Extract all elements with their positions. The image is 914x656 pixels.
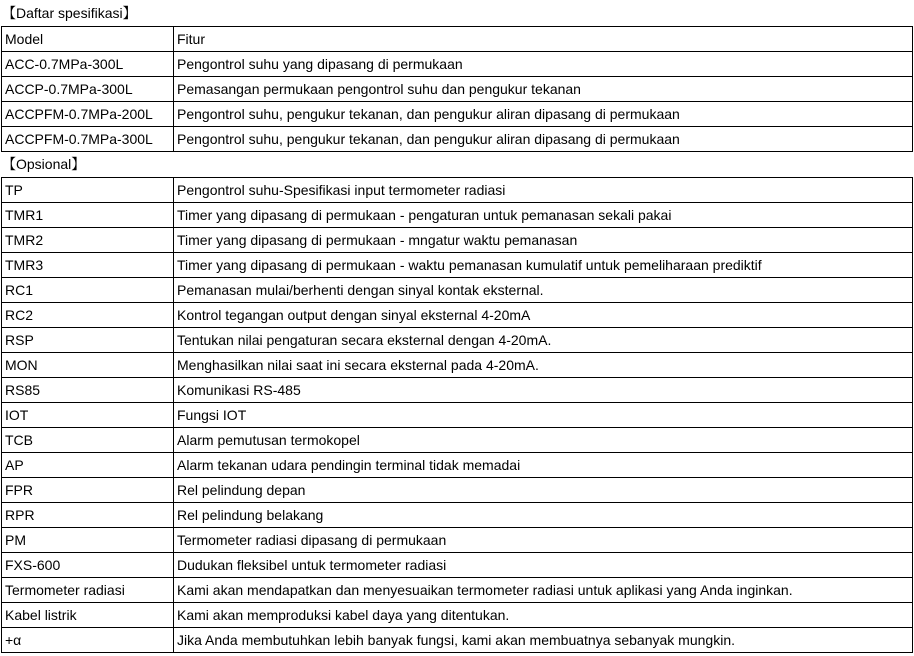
table-row: [2, 528, 913, 553]
option-code-cell: RC1: [2, 278, 174, 303]
feature-cell: Pemasangan permukaan pengontrol suhu dan pengukur tekanan: [174, 77, 913, 102]
header-feature: Fitur: [174, 27, 913, 52]
option-code-cell: IOT: [2, 403, 174, 428]
table-row: [2, 228, 913, 253]
feature-cell: Pengontrol suhu, pengukur tekanan, dan pengukur aliran dipasang di permukaan: [174, 102, 913, 127]
model-cell: ACCPFM-0.7MPa-200L: [2, 102, 174, 127]
table-row: [2, 403, 913, 428]
table-row: [2, 52, 913, 77]
table-row: [2, 628, 913, 653]
options-table: [1, 177, 913, 653]
option-code-cell: RS85: [2, 378, 174, 403]
feature-cell: Pengontrol suhu, pengukur tekanan, dan pengukur aliran dipasang di permukaan: [174, 127, 913, 152]
table-row: [2, 578, 913, 603]
table-row: [2, 77, 913, 102]
table-row: [2, 127, 913, 152]
table-row: [2, 203, 913, 228]
option-desc-cell: Rel pelindung belakang: [174, 503, 913, 528]
option-code-cell: Termometer radiasi: [2, 578, 174, 603]
option-code-cell: TMR1: [2, 203, 174, 228]
option-desc-cell: Jika Anda membutuhkan lebih banyak fungsi, kami akan membuatnya sebanyak mungkin.: [174, 628, 913, 653]
table-row: [2, 303, 913, 328]
option-code-cell: FXS-600: [2, 553, 174, 578]
option-desc-cell: Kontrol tegangan output dengan sinyal eksternal 4-20mA: [174, 303, 913, 328]
option-code-cell: Kabel listrik: [2, 603, 174, 628]
options-title: 【Opsional】: [2, 156, 86, 172]
option-code-cell: PM: [2, 528, 174, 553]
option-code-cell: RPR: [2, 503, 174, 528]
option-code-cell: FPR: [2, 478, 174, 503]
header-model: Model: [2, 27, 174, 52]
option-desc-cell: Kami akan memproduksi kabel daya yang ditentukan.: [174, 603, 913, 628]
option-desc-cell: Timer yang dipasang di permukaan - pengaturan untuk pemanasan sekali pakai: [174, 203, 913, 228]
option-desc-cell: Timer yang dipasang di permukaan - mngatur waktu pemanasan: [174, 228, 913, 253]
table-row: [2, 478, 913, 503]
table-row: [2, 328, 913, 353]
table-row: [2, 453, 913, 478]
option-desc-cell: Alarm tekanan udara pendingin terminal tidak memadai: [174, 453, 913, 478]
table-row: [2, 378, 913, 403]
table-row: [2, 603, 913, 628]
table-row: [2, 353, 913, 378]
option-code-cell: MON: [2, 353, 174, 378]
option-code-cell: TMR3: [2, 253, 174, 278]
option-desc-cell: Tentukan nilai pengaturan secara eksternal dengan 4-20mA.: [174, 328, 913, 353]
table-row: [2, 253, 913, 278]
model-cell: ACC-0.7MPa-300L: [2, 52, 174, 77]
feature-cell: Pengontrol suhu yang dipasang di permukaan: [174, 52, 913, 77]
spec-list-title: 【Daftar spesifikasi】: [2, 5, 137, 21]
table-row: [2, 178, 913, 203]
option-code-cell: AP: [2, 453, 174, 478]
table-row: [2, 553, 913, 578]
option-code-cell: RC2: [2, 303, 174, 328]
option-code-cell: TCB: [2, 428, 174, 453]
option-desc-cell: Alarm pemutusan termokopel: [174, 428, 913, 453]
option-desc-cell: Termometer radiasi dipasang di permukaan: [174, 528, 913, 553]
model-cell: ACCP-0.7MPa-300L: [2, 77, 174, 102]
option-code-cell: TMR2: [2, 228, 174, 253]
model-cell: ACCPFM-0.7MPa-300L: [2, 127, 174, 152]
option-desc-cell: Rel pelindung depan: [174, 478, 913, 503]
table-row: [2, 503, 913, 528]
option-desc-cell: Kami akan mendapatkan dan menyesuaikan termometer radiasi untuk aplikasi yang Anda inginkan.: [174, 578, 913, 603]
table-row: [2, 428, 913, 453]
spec-table: [1, 26, 913, 152]
option-desc-cell: Dudukan fleksibel untuk termometer radiasi: [174, 553, 913, 578]
option-desc-cell: Pemanasan mulai/berhenti dengan sinyal kontak eksternal.: [174, 278, 913, 303]
option-desc-cell: Pengontrol suhu-Spesifikasi input termometer radiasi: [174, 178, 913, 203]
option-desc-cell: Fungsi IOT: [174, 403, 913, 428]
option-code-cell: TP: [2, 178, 174, 203]
option-desc-cell: Menghasilkan nilai saat ini secara eksternal pada 4-20mA.: [174, 353, 913, 378]
option-code-cell: RSP: [2, 328, 174, 353]
spec-table-header: [2, 27, 913, 52]
option-code-cell: +α: [2, 628, 174, 653]
table-row: [2, 278, 913, 303]
option-desc-cell: Timer yang dipasang di permukaan - waktu pemanasan kumulatif untuk pemeliharaan prediktif: [174, 253, 913, 278]
option-desc-cell: Komunikasi RS-485: [174, 378, 913, 403]
table-row: [2, 102, 913, 127]
